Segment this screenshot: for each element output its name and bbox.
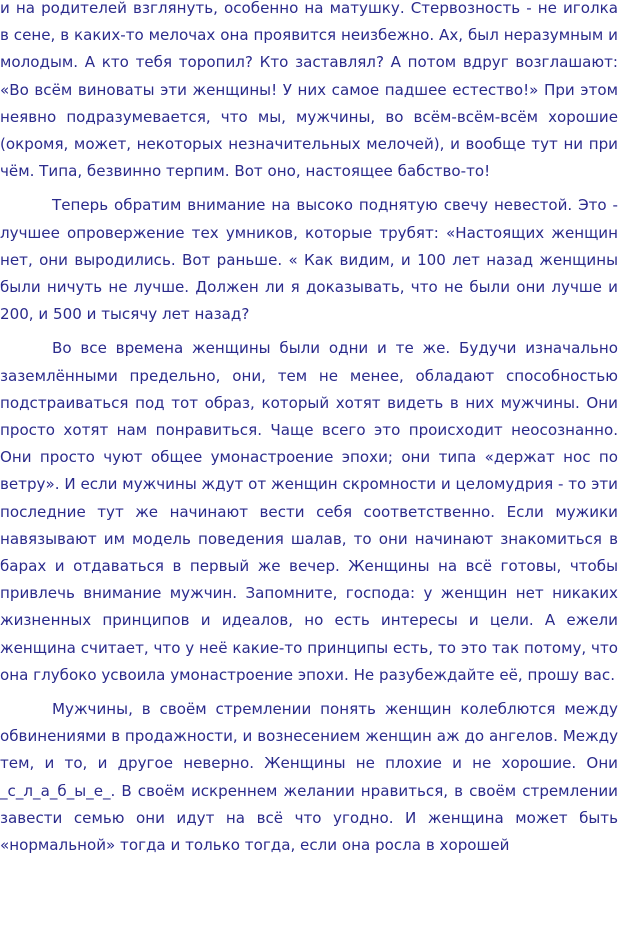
paragraph-3: Во все времена женщины были одни и те же. Будучи изначально заземлёнными предельно, они, тем не менее, обладают способностью подстраиваться под тот образ, который хотят видеть в них мужчины. Они просто хотят нам понравиться. Чаще всего это происходит неосознанно. Они просто чуют общее умонастроение эпохи; они типа «держат нос по ветру». И если мужчины ждут от женщин скромности и целомудрия - то эти последние тут же начинают вести себя соответственно. Если мужики навязывают им модель поведения шалав, то они начинают знакомиться в барах и отдаваться в первый же вечер. Женщины на всё готовы, чтобы привлечь внимание мужчин. Запомните, господа: у женщин нет никаких жизненных принципов и идеалов, но есть интересы и цели. А ежели женщина считает, что у неё какие-то принципы есть, то это так потому, что она глубоко усвоила умонастроение эпохи. Не разубеждайте её, прошу вас. [0, 339, 618, 684]
paragraph-4: Мужчины, в своём стремлении понять женщин колеблются между обвинениями в продажности, и вознесением женщин аж до ангелов. Между тем, и то, и другое неверно. Женщины не плохие и не хорошие. Они _с_л_а_б_ы_е_. В своём искреннем желании нравиться, в своём стремлении завести семью они идут на всё что угодно. И женщина может быть «нормальной» тогда и только тогда, если она росла в хорошей [0, 700, 618, 855]
paragraph-2: Теперь обратим внимание на высоко поднятую свечу невестой. Это - лучшее опровержение тех умников, которые трубят: «Настоящих женщин нет, они выродились. Вот раньше. « Как видим, и 100 лет назад женщины были ничуть не лучше. Должен ли я доказывать, что не были они лучше и 200, и 500 и тысячу лет назад? [0, 196, 618, 324]
paragraph-1: и на родителей взглянуть, особенно на матушку. Стервозность - не иголка в сене, в каких-то мелочах она проявится неизбежно. Ах, был неразумным и молодым. А кто тебя торопил? Кто заставлял? А потом вдруг возглашают: «Во всём виноваты эти женщины! У них самое падшее естество!» При этом неявно подразумевается, что мы, мужчины, во всём-всём-всём хорошие (окромя, может, некоторых незначительных мелочей), и вообще тут ни при чём. Типа, безвинно терпим. Вот оно, настоящее бабство-то! [0, 0, 618, 181]
